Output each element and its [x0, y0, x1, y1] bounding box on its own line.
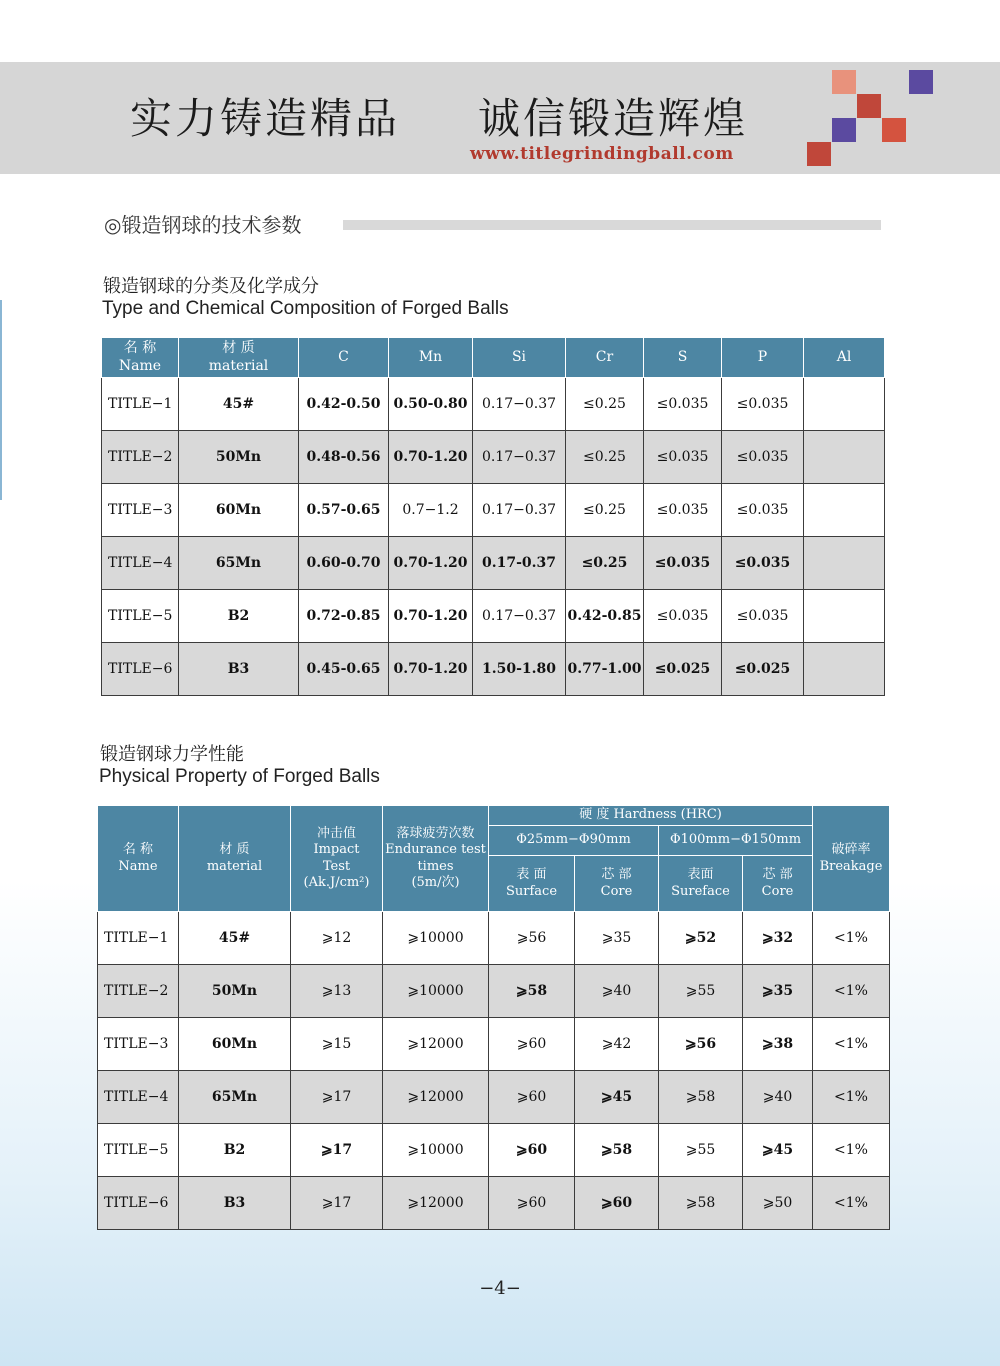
cell-p: ≤0.035	[722, 484, 804, 537]
cell-core1: ⩾60	[575, 1177, 659, 1230]
cell-al	[804, 378, 885, 431]
cell-core2: ⩾32	[743, 912, 813, 965]
header-label-en: Name	[118, 858, 158, 874]
cell-name: TITLE−5	[102, 590, 179, 643]
table1-header-row	[102, 338, 885, 378]
table-row	[102, 590, 885, 643]
deco-square	[807, 142, 831, 166]
cell-material: 50Mn	[179, 431, 299, 484]
cell-material: 65Mn	[179, 537, 299, 590]
cell-p: ≤0.035	[722, 431, 804, 484]
cell-core1: ⩾35	[575, 912, 659, 965]
cell-name: TITLE−1	[98, 912, 179, 965]
cell-c: 0.57-0.65	[299, 484, 389, 537]
cell-al	[804, 590, 885, 643]
cell-breakage: <1%	[813, 1124, 890, 1177]
header-label-cn: 芯 部	[601, 867, 632, 883]
header-label-en: material	[208, 357, 269, 374]
deco-square	[832, 70, 856, 94]
col-si-header: Si	[473, 338, 566, 378]
deco-square	[832, 118, 856, 142]
table-row	[98, 1071, 890, 1124]
cell-core1: ⩾40	[575, 965, 659, 1018]
header-label-cn: 破碎率	[831, 842, 871, 858]
table2-caption-en: Physical Property of Forged Balls	[99, 766, 380, 787]
cell-breakage: <1%	[813, 912, 890, 965]
cell-s: ≤0.035	[644, 537, 722, 590]
cell-al	[804, 484, 885, 537]
left-edge-rule	[0, 300, 2, 500]
cell-surface1: ⩾60	[489, 1177, 575, 1230]
table-row	[98, 1177, 890, 1230]
cell-mn: 0.70-1.20	[389, 590, 473, 643]
cell-surface2: ⩾56	[659, 1018, 743, 1071]
cell-name: TITLE−2	[102, 431, 179, 484]
cell-name: TITLE−3	[102, 484, 179, 537]
cell-si: 0.17-0.37	[473, 537, 566, 590]
cell-surface2: ⩾58	[659, 1177, 743, 1230]
header-label-en: Breakage	[819, 858, 883, 874]
cell-breakage: <1%	[813, 965, 890, 1018]
cell-c: 0.48-0.56	[299, 431, 389, 484]
table-row	[98, 912, 890, 965]
cell-si: 0.17−0.37	[473, 378, 566, 431]
table1-caption-en: Type and Chemical Composition of Forged Balls	[102, 298, 509, 319]
col-mn-header: Mn	[389, 338, 473, 378]
header-label-cn: 表面	[687, 867, 714, 883]
cell-name: TITLE−2	[98, 965, 179, 1018]
cell-p: ≤0.035	[722, 590, 804, 643]
header-label-en: Impact	[313, 842, 360, 858]
cell-name: TITLE−1	[102, 378, 179, 431]
cell-breakage: <1%	[813, 1018, 890, 1071]
header-label-en: Surface	[505, 883, 558, 899]
header-label-cn: 冲击值	[316, 826, 356, 841]
cell-surface2: ⩾55	[659, 965, 743, 1018]
cell-cr: ≤0.25	[566, 431, 644, 484]
cell-mn: 0.7−1.2	[389, 484, 473, 537]
deco-square	[882, 118, 906, 142]
cell-mn: 0.70-1.20	[389, 431, 473, 484]
cell-impact: ⩾13	[291, 965, 383, 1018]
cell-s: ≤0.035	[644, 431, 722, 484]
cell-endurance: ⩾10000	[383, 912, 489, 965]
cell-mn: 0.50-0.80	[389, 378, 473, 431]
physical-property-table	[97, 805, 890, 1230]
cell-name: TITLE−4	[98, 1071, 179, 1124]
header-label-cn: 名 称	[122, 842, 154, 858]
header-label-cn: 材 质	[222, 340, 255, 356]
cell-material: B3	[179, 1177, 291, 1230]
table-row	[102, 431, 885, 484]
cell-c: 0.60-0.70	[299, 537, 389, 590]
table2-caption-cn: 锻造钢球力学性能	[100, 744, 244, 765]
table-row	[98, 1018, 890, 1071]
header-label-en: Endurance test	[385, 842, 486, 858]
col-name-header	[98, 806, 179, 912]
cell-endurance: ⩾10000	[383, 965, 489, 1018]
slogan-right: 诚信锻造辉煌	[478, 94, 749, 143]
cell-si: 1.50-1.80	[473, 643, 566, 696]
header-label-en: Sureface	[671, 883, 730, 899]
table-row	[98, 965, 890, 1018]
col-name-header	[102, 338, 179, 378]
cell-p: ≤0.035	[722, 537, 804, 590]
table-row	[102, 378, 885, 431]
col-cr-header: Cr	[566, 338, 644, 378]
col-p-header: P	[722, 338, 804, 378]
cell-endurance: ⩾12000	[383, 1018, 489, 1071]
col-range2-header: Φ100mm−Φ150mm	[659, 826, 813, 856]
cell-material: 65Mn	[179, 1071, 291, 1124]
cell-s: ≤0.035	[644, 484, 722, 537]
cell-cr: 0.42-0.85	[566, 590, 644, 643]
cell-surface1: ⩾60	[489, 1018, 575, 1071]
header-label-cn: 落球疲劳次数	[396, 826, 475, 841]
table-row	[102, 643, 885, 696]
cell-material: B3	[179, 643, 299, 696]
cell-s: ≤0.025	[644, 643, 722, 696]
cell-material: 50Mn	[179, 965, 291, 1018]
cell-impact: ⩾17	[291, 1071, 383, 1124]
cell-material: 45#	[179, 378, 299, 431]
cell-endurance: ⩾10000	[383, 1124, 489, 1177]
col-core1-header	[575, 856, 659, 912]
col-surface1-header	[489, 856, 575, 912]
deco-square	[909, 70, 933, 94]
cell-surface1: ⩾56	[489, 912, 575, 965]
header-label-en: times	[417, 858, 454, 874]
cell-core2: ⩾35	[743, 965, 813, 1018]
cell-surface2: ⩾55	[659, 1124, 743, 1177]
cell-surface1: ⩾60	[489, 1124, 575, 1177]
table2-header-row-1	[98, 806, 890, 826]
cell-material: B2	[179, 590, 299, 643]
cell-impact: ⩾12	[291, 912, 383, 965]
cell-cr: ≤0.25	[566, 378, 644, 431]
cell-name: TITLE−6	[98, 1177, 179, 1230]
cell-s: ≤0.035	[644, 590, 722, 643]
cell-mn: 0.70-1.20	[389, 537, 473, 590]
table-row	[102, 484, 885, 537]
header-label-en: Name	[118, 357, 162, 374]
cell-cr: ≤0.25	[566, 537, 644, 590]
header-label-en: Core	[761, 883, 794, 899]
cell-core2: ⩾40	[743, 1071, 813, 1124]
cell-cr: ≤0.25	[566, 484, 644, 537]
header-label-cn: 表 面	[516, 867, 547, 883]
cell-name: TITLE−4	[102, 537, 179, 590]
cell-core2: ⩾45	[743, 1124, 813, 1177]
cell-name: TITLE−3	[98, 1018, 179, 1071]
header-label-cn: 材 质	[219, 842, 250, 858]
cell-al	[804, 643, 885, 696]
cell-core1: ⩾58	[575, 1124, 659, 1177]
cell-core1: ⩾42	[575, 1018, 659, 1071]
header-label-cn: 名 称	[123, 340, 157, 356]
col-impact-header	[291, 806, 383, 912]
col-endurance-header	[383, 806, 489, 912]
cell-c: 0.72-0.85	[299, 590, 389, 643]
col-c-header: C	[299, 338, 389, 378]
cell-p: ≤0.025	[722, 643, 804, 696]
deco-square	[857, 94, 881, 118]
page-number: −4−	[479, 1278, 521, 1299]
cell-c: 0.45-0.65	[299, 643, 389, 696]
cell-name: TITLE−6	[102, 643, 179, 696]
header-unit: (Ak.J/cm²)	[303, 874, 370, 890]
col-core2-header	[743, 856, 813, 912]
cell-endurance: ⩾12000	[383, 1177, 489, 1230]
cell-material: 60Mn	[179, 484, 299, 537]
col-al-header: Al	[804, 338, 885, 378]
col-surface2-header	[659, 856, 743, 912]
cell-c: 0.42-0.50	[299, 378, 389, 431]
cell-si: 0.17−0.37	[473, 590, 566, 643]
cell-p: ≤0.035	[722, 378, 804, 431]
chemical-composition-table	[101, 337, 885, 696]
cell-endurance: ⩾12000	[383, 1071, 489, 1124]
header-label-en: Core	[600, 883, 633, 899]
col-material-header	[179, 806, 291, 912]
cell-surface1: ⩾60	[489, 1071, 575, 1124]
col-range1-header: Φ25mm−Φ90mm	[489, 826, 659, 856]
col-material-header	[179, 338, 299, 378]
website-url: www.titlegrindingball.com	[470, 144, 734, 164]
table1-caption-cn: 锻造钢球的分类及化学成分	[103, 276, 319, 297]
cell-surface1: ⩾58	[489, 965, 575, 1018]
header-unit: (5m/次)	[411, 874, 460, 890]
cell-name: TITLE−5	[98, 1124, 179, 1177]
table-row	[102, 537, 885, 590]
cell-al	[804, 537, 885, 590]
cell-material: 60Mn	[179, 1018, 291, 1071]
cell-al	[804, 431, 885, 484]
cell-core1: ⩾45	[575, 1071, 659, 1124]
cell-mn: 0.70-1.20	[389, 643, 473, 696]
section-title: ◎锻造钢球的技术参数	[104, 213, 302, 237]
cell-si: 0.17−0.37	[473, 484, 566, 537]
header-label-en: material	[206, 858, 263, 874]
cell-breakage: <1%	[813, 1177, 890, 1230]
cell-breakage: <1%	[813, 1071, 890, 1124]
cell-s: ≤0.035	[644, 378, 722, 431]
cell-core2: ⩾38	[743, 1018, 813, 1071]
cell-surface2: ⩾52	[659, 912, 743, 965]
cell-impact: ⩾17	[291, 1177, 383, 1230]
cell-material: B2	[179, 1124, 291, 1177]
col-breakage-header	[813, 806, 890, 912]
table-row	[98, 1124, 890, 1177]
cell-material: 45#	[179, 912, 291, 965]
header-label-en: Test	[322, 858, 351, 874]
header-label-cn: 芯 部	[762, 867, 793, 883]
cell-surface2: ⩾58	[659, 1071, 743, 1124]
cell-si: 0.17−0.37	[473, 431, 566, 484]
cell-impact: ⩾15	[291, 1018, 383, 1071]
section-title-bar	[343, 220, 881, 230]
cell-impact: ⩾17	[291, 1124, 383, 1177]
cell-cr: 0.77-1.00	[566, 643, 644, 696]
slogan-left: 实力铸造精品	[130, 94, 401, 143]
col-s-header: S	[644, 338, 722, 378]
cell-core2: ⩾50	[743, 1177, 813, 1230]
col-hardness-header: 硬 度 Hardness (HRC)	[489, 806, 813, 826]
